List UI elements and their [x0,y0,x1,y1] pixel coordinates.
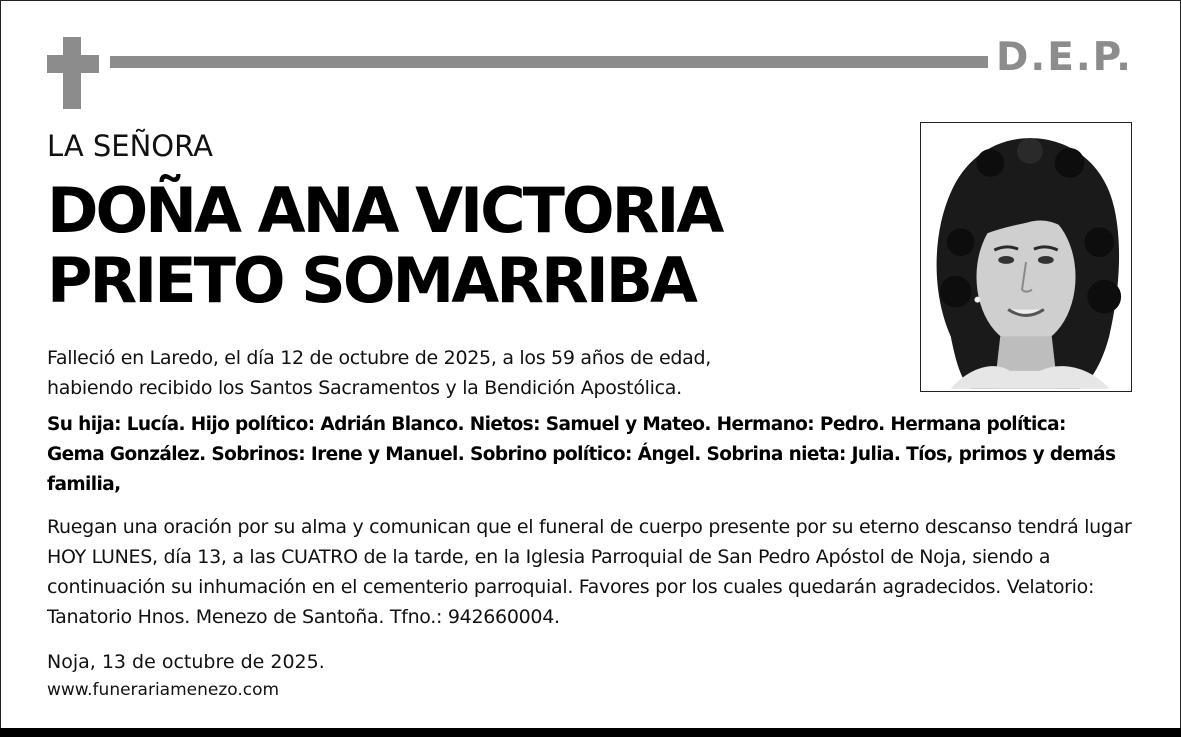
place-date: Noja, 13 de octubre de 2025. [47,651,325,673]
bottom-rule [0,728,1181,737]
latin-cross-icon [47,37,99,109]
deceased-name [47,176,721,316]
death-notice-paragraph [47,343,897,403]
honorific: LA SEÑORA [47,129,213,163]
deceased-name-line-2: PRIETO SOMARRIBA [47,244,696,317]
death-notice-line-2: habiendo recibido los Santos Sacramentos y la Bendición Apostólica. [47,377,682,399]
portrait-photo [920,122,1132,392]
death-notice-line-1: Falleció en Laredo, el día 12 de octubre de 2025, a los 59 años de edad, [47,347,711,369]
website-link[interactable]: www.funerariamenezo.com [47,680,280,700]
deceased-name-line-1: DOÑA ANA VICTORIA [47,174,722,247]
header-rule [110,56,988,68]
dep-abbreviation: D.E.P. [996,35,1133,80]
funeral-details-paragraph: Ruegan una oración por su alma y comunican que el funeral de cuerpo presente por su eterno descanso tendrá lugar HOY LUNES, día 13, a las CUATRO de la tarde, en la Iglesia Parroquial de San Pedro Apóstol de Noja, siendo a continuación su inhumación en el cementerio parroquial. Favores por los cuales quedarán agradecidos. Velatorio: Tanatorio Hnos. Menezo de Santoña. Tfno.: 942660004. [47,516,1132,628]
family-members-paragraph: Su hija: Lucía. Hijo político: Adrián Blanco. Nietos: Samuel y Mateo. Hermano: Pedro. Hermana política: Gema González. Sobrinos: Irene y Manuel. Sobrino político: Ángel. Sobrina nieta: Julia. Tíos, primos y demás familia, [47,414,1116,495]
